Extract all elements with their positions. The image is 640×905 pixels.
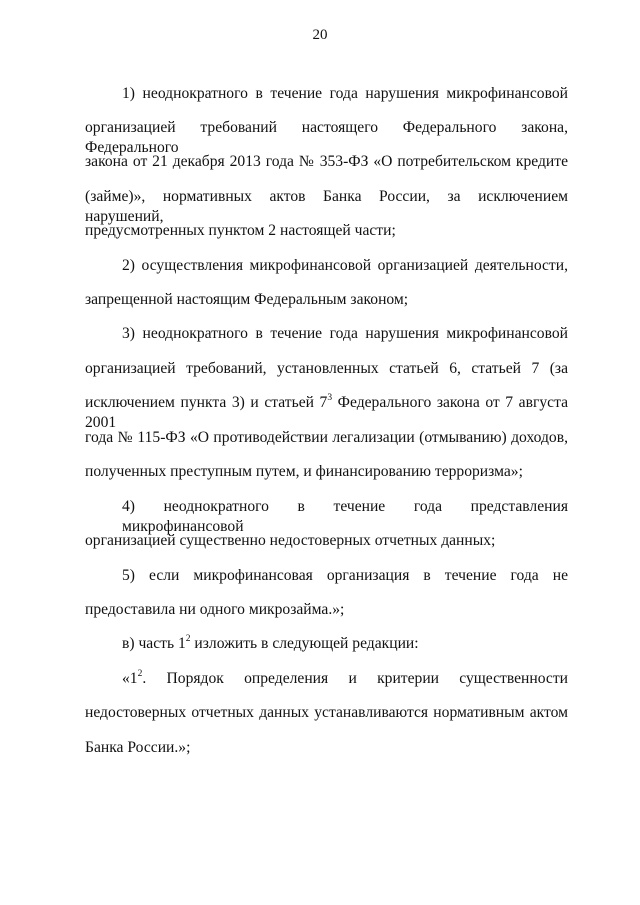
text-line: организацией существенно недостоверных отчетных данных;	[85, 532, 496, 549]
text-line: предусмотренных пунктом 2 настоящей части;	[85, 222, 396, 239]
text-line: закона от 21 декабря 2013 года № 353-ФЗ «О потребительском кредите	[85, 153, 568, 170]
superscript: 2	[185, 633, 191, 644]
text-line: Банка России.»;	[85, 739, 191, 756]
text-line: организацией требований настоящего Федерального закона, Федерального	[85, 119, 568, 156]
text-fragment: в) часть 1	[122, 635, 186, 652]
text-fragment: «1	[122, 670, 138, 687]
text-fragment: исключением пункта 3) и статьей 7	[85, 394, 328, 411]
superscript: 3	[327, 392, 333, 403]
page-number: 20	[312, 27, 328, 43]
text-line: полученных преступным путем, и финансированию терроризма»;	[85, 463, 523, 480]
superscript: 2	[137, 668, 143, 679]
text-line: 2) осуществления микрофинансовой организацией деятельности,	[122, 257, 568, 274]
text-fragment: изложить в следующей редакции:	[190, 635, 419, 652]
text-line: (займе)», нормативных актов Банка России, за исключением нарушений,	[85, 188, 568, 225]
text-line	[122, 669, 568, 689]
text-line: предоставила ни одного микрозайма.»;	[85, 601, 345, 618]
text-fragment: . Порядок определения и критерии существенности	[142, 670, 568, 687]
text-line	[122, 634, 419, 654]
text-line: организацией требований, установленных статьей 6, статьей 7 (за	[85, 360, 568, 377]
text-line: 3) неоднократного в течение года нарушения микрофинансовой	[122, 325, 568, 342]
text-line: года № 115-ФЗ «О противодействии легализации (отмыванию) доходов,	[85, 429, 568, 446]
text-line: 1) неоднократного в течение года нарушения микрофинансовой	[122, 85, 568, 102]
text-line: недостоверных отчетных данных устанавливаются нормативным актом	[85, 704, 568, 721]
text-line: 5) если микрофинансовая организация в течение года не	[122, 567, 568, 584]
text-line: запрещенной настоящим Федеральным законом;	[85, 291, 409, 308]
text-fragment: Федерального закона от 7 августа 2001	[85, 394, 568, 431]
text-line	[85, 393, 568, 433]
text-line: 4) неоднократного в течение года представления микрофинансовой	[122, 498, 568, 535]
